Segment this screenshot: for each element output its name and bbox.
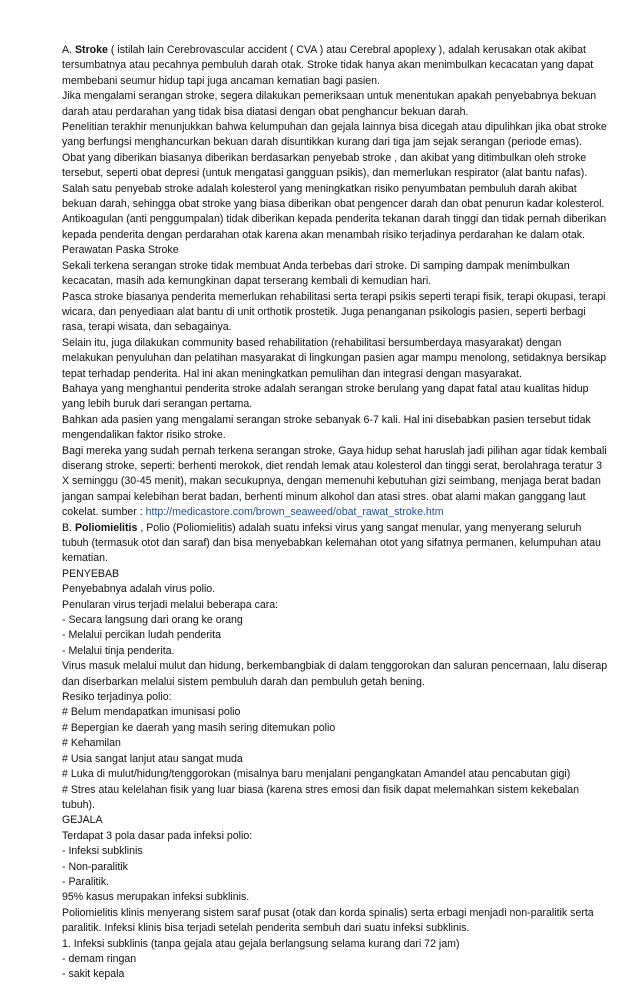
list-item: # Stres atau kelelahan fisik yang luar biasa (karena stres emosi dan fisik dapat melemahkan sistem kekebalan tubuh).: [62, 783, 580, 811]
paragraph: Penularan virus terjadi melalui beberapa cara:: [62, 598, 279, 611]
paragraph: Selain itu, juga dilakukan community based rehabilitation (rehabilitasi bersumberdaya masyarakat) dengan melakukan penyuluhan dan pelatihan masyarakat di lingkungan pasien agar mampu menolong, setidaknya bersikap tepat terhadap penderita. Hal ini akan meningkatkan pemulihan dan integrasi dengan masyarakat.: [62, 336, 607, 380]
paragraph-text: ( istilah lain Cerebrovascular accident ( CVA ) atau Cerebral apoplexy ), adalah kerusakan otak akibat tersumbatnya atau pecahnya pembuluh darah otak. Stroke tidak hanya akan menimbulkan kecacatan yang dapat membebani seumur hidup tapi juga ancaman kematian bagi pasien.: [62, 44, 594, 87]
list-item: - Melalui tinja penderita.: [62, 644, 175, 657]
subheading: GEJALA: [62, 814, 103, 827]
paragraph: Resiko terjadinya polio:: [62, 691, 172, 704]
paragraph: Bahaya yang menghantui penderita stroke adalah serangan stroke berulang yang dapat fatal atau kualitas hidup yang lebih buruk dari serangan pertama.: [62, 382, 589, 411]
paragraph: Penelitian terakhir menunjukkan bahwa kelumpuhan dan gejala lainnya bisa dicegah atau dipulihkan jika obat stroke yang berfungsi menghancurkan bekuan darah disuntikkan kurang dari tiga jam sejak serangan (periode emas).: [62, 121, 607, 149]
list-item: - Secara langsung dari orang ke orang: [62, 614, 243, 627]
section-term: Poliomielitis: [74, 521, 138, 534]
paragraph: Sekali terkena serangan stroke tidak membuat Anda terbebas dari stroke. Di samping dampak menimbulkan kecacatan, masih ada kemungkinan dapat terserang kembali di kemudian hari.: [62, 259, 570, 288]
paragraph: 95% kasus merupakan infeksi subklinis.: [62, 891, 250, 904]
paragraph: Obat yang diberikan biasanya diberikan berdasarkan penyebab stroke , dan akibat yang ditimbulkan oleh stroke tersebut, seperti obat depresi (untuk mengatasi gangguan psikis), dan memerlukan respirator (alat bantu nafas).: [62, 151, 588, 180]
paragraph: Salah satu penyebab stroke adalah kolesterol yang meningkatkan risiko penyumbatan pembuluh darah akibat bekuan darah, sehingga obat stroke yang biasa diberikan obat pengencer darah dan obat penurun kadar kolesterol.: [62, 182, 605, 211]
paragraph-text: Bagi mereka yang sudah pernah terkena serangan stroke, Gaya hidup sehat haruslah jadi pilihan agar tidak kembali diserang stroke, seperti: berhenti merokok, diet rendah lemak atau kolesterol dan tinggi serat, berolahraga teratur 3 X seminggu (30-45 menit), makan secukupnya, dengan memenuhi kebutuhan gizi seimbang, menjaga berat badan jangan sampai kelebihan berat badan, berhenti minum alkohol dan atasi stres. obat alami makan ganggang laut cokelat. sumber :: [62, 444, 607, 519]
section-term: Stroke: [74, 44, 108, 56]
subheading: Perawatan Paska Stroke: [62, 244, 179, 257]
paragraph-text: , Polio (Poliomielitis) adalah suatu infeksi virus yang sangat menular, yang menyerang seluruh tubuh (termasuk otot dan saraf) dan bisa menyebabkan kelemahan otot yang sifatnya permanen, kelumpuhan atau kematian.: [62, 521, 601, 565]
paragraph: Jika mengalami serangan stroke, segera dilakukan pemeriksaan untuk menentukan apakah penyebabnya bekuan darah atau perdarahan yang tidak bisa diatasi dengan obat penghancur bekuan darah.: [62, 90, 597, 118]
paragraph: Pasca stroke biasanya penderita memerlukan rehabilitasi serta terapi psikis seperti terapi fisik, terapi okupasi, terapi wicara, dan penyediaan alat bantu di unit orthotik prostetik. Juga penanganan psikologis pasien, seperti berbagi rasa, terapi wisata, dan sebagainya.: [62, 290, 606, 334]
source-link[interactable]: http://medicastore.com/brown_seaweed/obat_rawat_stroke.htm: [145, 506, 444, 519]
list-item: # Luka di mulut/hidung/tenggorokan (misalnya baru menjalani pengangkatan Amandel atau pencabutan gigi): [62, 768, 571, 781]
section-letter: A.: [62, 44, 73, 56]
paragraph: Poliomielitis klinis menyerang sistem saraf pusat (otak dan korda spinalis) serta erbagi menjadi non-paralitik serta paralitik. Infeksi klinis bisa terjadi setelah penderita sembuh dari suatu infeksi subklinis.: [62, 906, 594, 935]
list-item: - demam ringan: [62, 952, 137, 965]
subheading: PENYEBAB: [62, 567, 120, 580]
paragraph: Penyebabnya adalah virus polio.: [62, 583, 216, 596]
list-item: - Melalui percikan ludah penderita: [62, 629, 221, 642]
list-item: - Infeksi subklinis: [62, 845, 143, 858]
list-item: # Belum mendapatkan imunisasi polio: [62, 706, 241, 719]
list-item: - sakit kepala: [62, 968, 125, 981]
paragraph: Bahkan ada pasien yang mengalami serangan stroke sebanyak 6-7 kali. Hal ini disebabkan pasien tersebut tidak mengendalikan faktor risiko stroke.: [62, 413, 591, 442]
paragraph-with-source: [62, 444, 608, 521]
list-item: # Kehamilan: [62, 737, 121, 750]
section-letter: B.: [62, 521, 73, 534]
paragraph: Antikoagulan (anti penggumpalan) tidak diberikan kepada penderita tekanan darah tinggi dan tidak pernah diberikan kepada penderita dengan perdarahan otak karena akan menambah risiko terjadinya perdarahan ke dalam otak.: [62, 213, 607, 241]
paragraph-stroke-definition: [62, 43, 608, 89]
list-item: # Usia sangat lanjut atau sangat muda: [62, 752, 243, 765]
list-item: # Bepergian ke daerah yang masih sering ditemukan polio: [62, 721, 336, 734]
paragraph: Virus masuk melalui mulut dan hidung, berkembangbiak di dalam tenggorokan dan saluran pencernaan, lalu diserap dan diserbarkan melalui sistem pembuluh darah dan pembuluh getah bening.: [62, 660, 608, 688]
list-item: - Paralitik.: [62, 875, 110, 888]
paragraph: 1. Infeksi subklinis (tanpa gejala atau gejala berlangsung selama kurang dari 72 jam): [62, 937, 460, 950]
list-item: - Non-paralitik: [62, 860, 128, 873]
paragraph-polio-definition: [62, 521, 608, 567]
paragraph: Terdapat 3 pola dasar pada infeksi polio:: [62, 829, 253, 842]
